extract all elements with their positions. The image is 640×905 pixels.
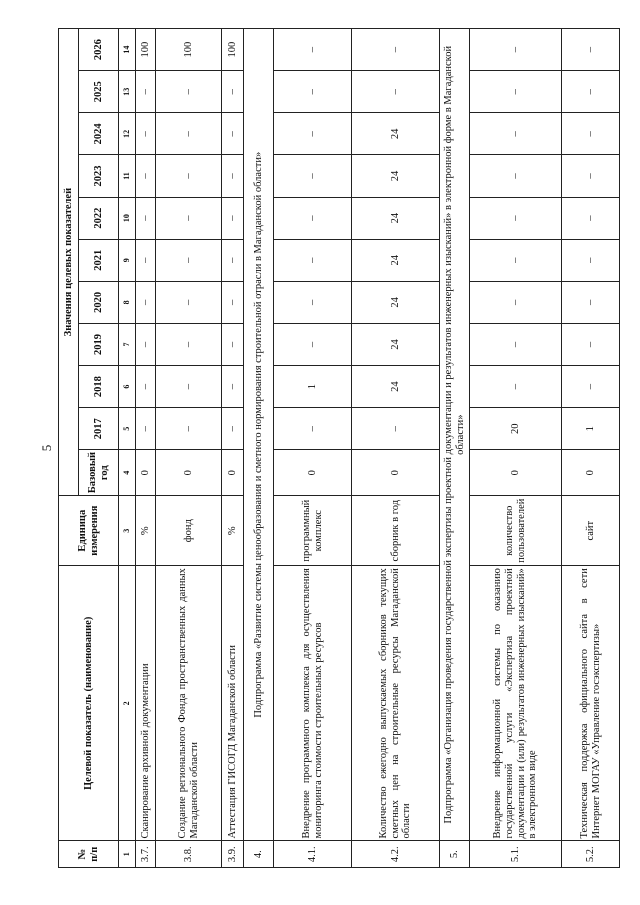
base-year-value-cell: 0	[470, 450, 562, 496]
row-number-cell: 5.1.	[470, 841, 562, 868]
header-year: 2020	[79, 281, 119, 323]
year-value-cell: –	[156, 323, 222, 365]
unit-cell: сборник в год	[352, 496, 440, 566]
indicator-name-cell: Внедрение информационной системы по оказанию государственной услуги «Экспертиза проектной документации и (или) результатов инженерных изысканий» в электронном виде	[470, 566, 562, 841]
column-index-cell: 11	[119, 155, 136, 197]
base-year-value-cell: 0	[562, 450, 620, 496]
column-index-cell: 3	[119, 496, 136, 566]
indicator-name-cell: Аттестация ГИСОГД Магаданской области	[222, 566, 244, 841]
year-value-cell: –	[562, 281, 620, 323]
year-value-cell: –	[156, 281, 222, 323]
indicator-name-cell: Техническая поддержка официального сайта в сети Интернет МОГАУ «Управление госэкспертизы»	[562, 566, 620, 841]
header-name: Целевой показатель (наименование)	[59, 566, 119, 841]
column-index-row	[119, 29, 136, 868]
base-year-value-cell: 0	[136, 450, 156, 496]
section-row	[440, 29, 470, 868]
year-value-cell: –	[352, 408, 440, 450]
column-index-cell: 10	[119, 197, 136, 239]
column-index-cell: 12	[119, 113, 136, 155]
table-row	[222, 29, 244, 868]
column-index-cell: 4	[119, 450, 136, 496]
base-year-value-cell: 0	[156, 450, 222, 496]
year-value-cell: –	[156, 155, 222, 197]
year-value-cell: –	[470, 239, 562, 281]
row-number-cell: 4.1.	[274, 841, 352, 868]
subprogram-title-cell: Подпрограмма «Организация проведения государственной экспертизы проектной документации и результатов инженерных изысканий» в электронной форме в Магаданской области»	[440, 29, 470, 841]
year-value-cell: –	[222, 281, 244, 323]
year-value-cell: –	[562, 113, 620, 155]
year-value-cell: –	[222, 155, 244, 197]
indicator-name-cell: Количество ежегодно выпускаемых сборников текущих сметных цен на строительные ресурсы Магаданской области	[352, 566, 440, 841]
year-value-cell: –	[274, 197, 352, 239]
year-value-cell: 24	[352, 197, 440, 239]
year-value-cell: –	[470, 323, 562, 365]
row-number-cell: 5.	[440, 841, 470, 868]
row-number-cell: 3.9.	[222, 841, 244, 868]
year-value-cell: –	[274, 239, 352, 281]
year-value-cell: –	[352, 71, 440, 113]
year-value-cell: –	[562, 239, 620, 281]
year-value-cell: –	[222, 408, 244, 450]
year-value-cell: 100	[156, 29, 222, 71]
header-values-group: Значения целевых показателей	[59, 29, 79, 496]
year-value-cell: 100	[222, 29, 244, 71]
unit-cell: сайт	[562, 496, 620, 566]
year-value-cell: 100	[136, 29, 156, 71]
year-value-cell: –	[156, 408, 222, 450]
column-index-cell: 5	[119, 408, 136, 450]
year-value-cell: –	[222, 71, 244, 113]
header-year: 2026	[79, 29, 119, 71]
table-row	[352, 29, 440, 868]
row-number-cell: 3.7.	[136, 841, 156, 868]
row-number-cell: 4.	[244, 841, 274, 868]
year-value-cell: –	[274, 71, 352, 113]
unit-cell: программный комплекс	[274, 496, 352, 566]
page-number: 5	[39, 444, 54, 452]
year-value-cell: –	[136, 113, 156, 155]
year-value-cell: –	[222, 197, 244, 239]
year-value-cell: 24	[352, 239, 440, 281]
year-value-cell: 24	[352, 281, 440, 323]
year-value-cell: –	[274, 155, 352, 197]
year-value-cell: –	[136, 71, 156, 113]
year-value-cell: –	[136, 155, 156, 197]
header-year: 2021	[79, 239, 119, 281]
header-unit: Единица измерения	[59, 496, 119, 566]
header-year: 2025	[79, 71, 119, 113]
column-index-cell: 1	[119, 841, 136, 868]
indicator-name-cell: Внедрение программного комплекса для осуществления мониторинга стоимости строительных ресурсов	[274, 566, 352, 841]
year-value-cell: –	[470, 71, 562, 113]
year-value-cell: –	[136, 366, 156, 408]
unit-cell: %	[136, 496, 156, 566]
year-value-cell: –	[222, 239, 244, 281]
year-value-cell: –	[352, 29, 440, 71]
table-row	[562, 29, 620, 868]
table-row	[274, 29, 352, 868]
year-value-cell: –	[562, 323, 620, 365]
year-value-cell: 1	[562, 408, 620, 450]
year-value-cell: –	[562, 366, 620, 408]
column-index-cell: 14	[119, 29, 136, 71]
header-year: 2019	[79, 323, 119, 365]
header-base-year: Базовый год	[79, 450, 119, 496]
unit-cell: количество пользователей	[470, 496, 562, 566]
year-value-cell: –	[562, 197, 620, 239]
year-value-cell: –	[274, 408, 352, 450]
year-value-cell: –	[470, 155, 562, 197]
column-index-cell: 8	[119, 281, 136, 323]
year-value-cell: –	[562, 155, 620, 197]
year-value-cell: –	[470, 113, 562, 155]
header-year: 2023	[79, 155, 119, 197]
year-value-cell: –	[562, 29, 620, 71]
year-value-cell: –	[222, 366, 244, 408]
year-value-cell: 24	[352, 366, 440, 408]
year-value-cell: –	[274, 281, 352, 323]
year-value-cell: –	[156, 366, 222, 408]
year-value-cell: –	[156, 113, 222, 155]
row-number-cell: 4.2.	[352, 841, 440, 868]
column-index-cell: 6	[119, 366, 136, 408]
year-value-cell: –	[156, 71, 222, 113]
subprogram-title-cell: Подпрограмма «Развитие системы ценообразования и сметного нормирования строительной отрасли в Магаданской области»	[244, 29, 274, 841]
base-year-value-cell: 0	[352, 450, 440, 496]
column-index-cell: 13	[119, 71, 136, 113]
year-value-cell: –	[136, 281, 156, 323]
header-year: 2017	[79, 408, 119, 450]
year-value-cell: –	[136, 239, 156, 281]
year-value-cell: 24	[352, 323, 440, 365]
header-year: 2024	[79, 113, 119, 155]
header-no: № п/п	[59, 841, 119, 868]
base-year-value-cell: 0	[222, 450, 244, 496]
year-value-cell: 20	[470, 408, 562, 450]
unit-cell: фонд	[156, 496, 222, 566]
row-number-cell: 5.2.	[562, 841, 620, 868]
year-value-cell: –	[274, 29, 352, 71]
table-row	[470, 29, 562, 868]
year-value-cell: –	[136, 323, 156, 365]
row-number-cell: 3.8.	[156, 841, 222, 868]
column-index-cell: 7	[119, 323, 136, 365]
year-value-cell: –	[222, 323, 244, 365]
year-value-cell: –	[470, 29, 562, 71]
year-value-cell: 1	[274, 366, 352, 408]
year-value-cell: –	[274, 113, 352, 155]
year-value-cell: –	[470, 281, 562, 323]
section-row	[244, 29, 274, 868]
table-row	[136, 29, 156, 868]
indicator-name-cell: Сканирование архивной документации	[136, 566, 156, 841]
rotated-table-container	[58, 28, 624, 868]
year-value-cell: –	[222, 113, 244, 155]
column-index-cell: 2	[119, 566, 136, 841]
unit-cell: %	[222, 496, 244, 566]
header-year: 2022	[79, 197, 119, 239]
year-value-cell: –	[136, 197, 156, 239]
target-indicators-table	[58, 28, 620, 868]
year-value-cell: –	[136, 408, 156, 450]
year-value-cell: –	[156, 197, 222, 239]
indicator-name-cell: Создание регионального Фонда пространственных данных Магаданской области	[156, 566, 222, 841]
year-value-cell: –	[274, 323, 352, 365]
header-year: 2018	[79, 366, 119, 408]
year-value-cell: –	[156, 239, 222, 281]
year-value-cell: 24	[352, 113, 440, 155]
table-row	[156, 29, 222, 868]
year-value-cell: –	[562, 71, 620, 113]
column-index-cell: 9	[119, 239, 136, 281]
year-value-cell: –	[470, 197, 562, 239]
year-value-cell: –	[470, 366, 562, 408]
year-value-cell: 24	[352, 155, 440, 197]
base-year-value-cell: 0	[274, 450, 352, 496]
